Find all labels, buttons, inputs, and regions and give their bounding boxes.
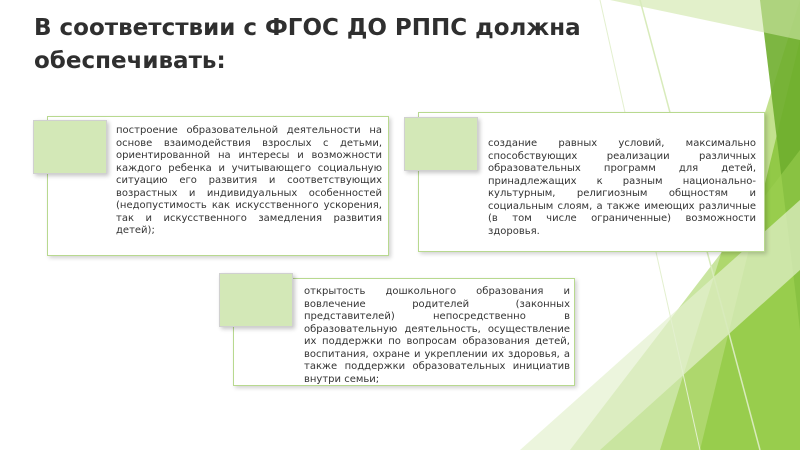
card-text: открытость дошкольного образования и вовлечение родителей (законных представителей) непосредственно в образовательную деятельность, осуществление их поддержки по вопросам образования детей, воспитания, охране и укреплении их здоровья, а также поддержки образовательных инициатив внутри семьи; — [304, 286, 570, 385]
card-text: построение образовательной деятельности на основе взаимодействия взрослых с детьми, ориентированной на интересы и возможности каждого ребенка и учитывающего социальную ситуацию его развития и соответствующих возрастных и индивидуальных особенностей (недопустимость как искусственного ускорения, так и искусственного замедления развития детей); — [116, 125, 382, 236]
card-tab — [404, 117, 478, 171]
card-tab — [219, 273, 293, 327]
slide-title: В соответствии с ФГОС ДО РППС должна обеспечивать: — [34, 15, 581, 74]
card-text: создание равных условий, максимально способствующих реализации различных образовательных программ для детей, принадлежащих к разным национально-культурным, религиозным общностям и социальным слоям, а также имеющих различные (в том числе ограниченные) возможности здоровья. — [488, 138, 756, 237]
card-tab — [33, 120, 107, 174]
